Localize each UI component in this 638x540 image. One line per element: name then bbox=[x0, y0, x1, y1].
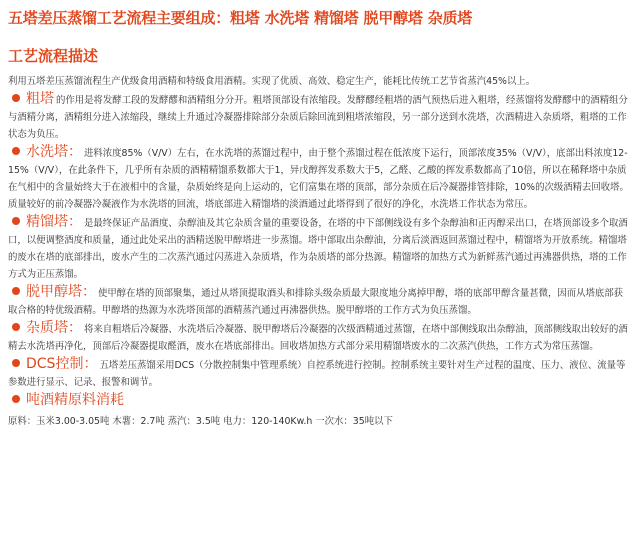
bullet-dot-icon bbox=[12, 217, 20, 225]
bullet-dot-icon bbox=[12, 395, 20, 403]
section-consumption bbox=[8, 392, 630, 410]
section-body: 将来自粗塔后冷凝器、水洗塔后冷凝器、脱甲醇塔后冷凝器的次级酒精通过蒸馏，在塔中部侧线取出杂醇油，顶部侧线取出较好的酒精去水洗塔再净化，顶部后冷凝器提取醛酒，废水在塔底部排出。回收塔加热方式部分采用精馏塔废水的二次蒸汽供热，工作方式为常压蒸馏。 bbox=[8, 324, 628, 352]
section-heading: 粗塔 bbox=[26, 91, 54, 107]
page-title: 五塔差压蒸馏工艺流程主要组成：粗塔 水洗塔 精馏塔 脱甲醇塔 杂质塔 bbox=[8, 9, 473, 27]
consumption-line: 原料：玉米3.00-3.05吨 木薯：2.7吨 蒸汽：3.5吨 电力：120-140Kw.h 一次水：35吨以下 bbox=[8, 416, 393, 427]
bullet-dot-icon bbox=[12, 323, 20, 331]
section-rectifying-tower bbox=[8, 214, 630, 283]
section-heading: 吨酒精原料消耗 bbox=[26, 392, 124, 408]
bullet-dot-icon bbox=[12, 147, 20, 155]
section-body: 使甲醇在塔的顶部聚集，通过从塔顶提取酒头和排除头级杂质最大限度地分离掉甲醇，塔的底部甲醇含量甚微，因而从塔底部获取合格的特优级酒精。甲醇塔的热源为水洗塔顶部的酒精蒸汽通过再沸器供热。脱甲醇塔的工作方式为负压蒸馏。 bbox=[8, 288, 624, 316]
bullet-dot-icon bbox=[12, 287, 20, 295]
section-heading: 精馏塔： bbox=[26, 214, 82, 230]
section-dcs-control bbox=[8, 356, 630, 391]
section-heading: 水洗塔： bbox=[26, 144, 82, 160]
section-water-wash-tower bbox=[8, 144, 630, 213]
section-heading: 脱甲醇塔： bbox=[26, 284, 96, 300]
section-impurity-tower bbox=[8, 320, 630, 355]
section-body: 五塔差压蒸馏采用DCS（分散控制集中管理系统）自控系统进行控制。控制系统主要针对生产过程的温度、压力、液位、流量等参数进行显示、记录、报警和调节。 bbox=[8, 360, 626, 388]
intro-paragraph: 利用五塔差压蒸馏流程生产优级食用酒精和特级食用酒精。实现了优质、高效、稳定生产，能耗比传统工艺节省蒸汽45%以上。 bbox=[8, 76, 536, 87]
section-crude-tower bbox=[8, 91, 630, 143]
section-body: 进料浓度85%（V/V）左右，在水洗塔的蒸馏过程中，由于整个蒸馏过程在低浓度下运行，顶部浓度35%（V/V），底部出料浓度12-15%（V/V），在此条件下，几乎所有杂质的酒精精馏系数都大于1，异戊醇挥发系数大于5，乙醛、乙酸的挥发系数都高了10倍，所以在稀释塔中杂质在气相中的含量始终大于在液相中的含量，杂质始终是向上运动的，它们富集在塔的顶部，部分杂质在后冷凝器排管排除，10%的次级酒精去回收塔。质量较好的前冷凝器冷凝液作为水洗塔的回流，塔底部进入精馏塔的淡酒通过此塔得到了很好的净化，水洗塔工作状态为常压。 bbox=[8, 148, 629, 210]
bullet-dot-icon bbox=[12, 359, 20, 367]
bullet-dot-icon bbox=[12, 94, 20, 102]
section-demethanol-tower bbox=[8, 284, 630, 319]
section-heading: DCS控制： bbox=[26, 356, 98, 372]
section-body: 的作用是将发酵工段的发酵醪和酒精组分分开。粗塔顶部设有浓缩段。发酵醪经粗塔的酒气预热后进入粗塔，经蒸馏将发酵醪中的酒精组分与酒精分离，酒精组分进入浓缩段，继续上升通过冷凝器排除部分杂质后除回流到粗塔浓缩段，另一部分送到水洗塔，次酒精进入杂质塔，粗塔的工作状态为负压。 bbox=[8, 95, 628, 140]
section-heading: 杂质塔： bbox=[26, 320, 82, 336]
section-subtitle: 工艺流程描述 bbox=[8, 47, 99, 65]
section-body: 是最终保证产品酒度、杂醇油及其它杂质含量的重要设备，在塔的中下部侧线设有多个杂醇油和正丙醇采出口，在塔顶部设多个取酒口，以便调整酒度和质量，通过此处采出的酒精送脱甲醇塔进一步蒸馏。塔中部取出杂醇油，分离后淡酒返回蒸馏过程中，精馏塔为开放系统。精馏塔的废水在塔的底部排出，废水产生的二次蒸汽通过闪蒸进入杂质塔，作为杂质塔的部分热源。精馏塔的加热方式为新鲜蒸汽通过再沸器供热，塔的工作方式为正压蒸馏。 bbox=[8, 218, 628, 280]
